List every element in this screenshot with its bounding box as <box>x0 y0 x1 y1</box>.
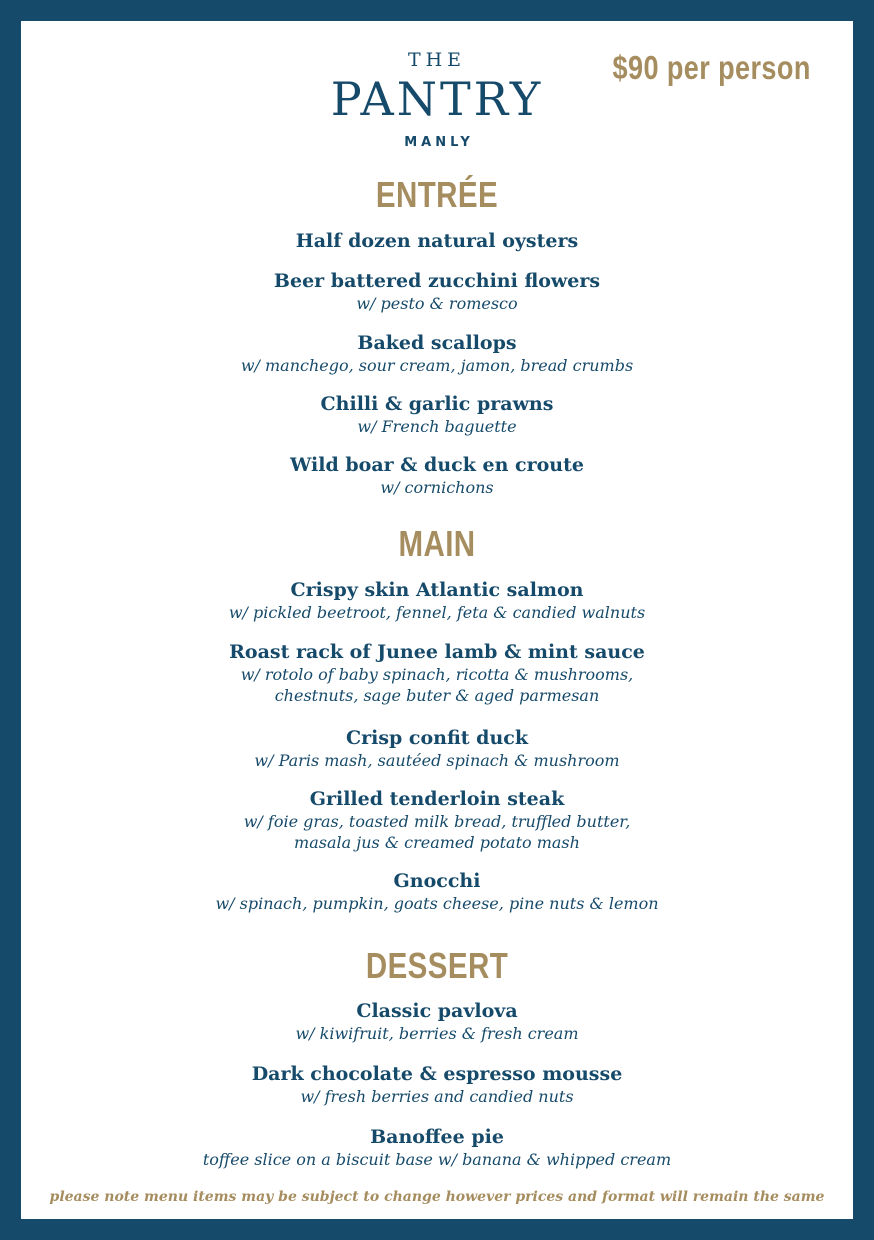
menu-item <box>21 229 853 253</box>
menu-item-description: w/ pickled beetroot, fennel, feta & candied walnuts <box>228 603 646 622</box>
menu-page <box>21 21 853 1219</box>
restaurant-logo <box>21 49 853 151</box>
section-title-entree: ENTRÉE <box>375 174 499 215</box>
menu-item-description: w/ foie gras, toasted milk bread, truffled butter, masala jus & creamed potato mash <box>243 812 631 852</box>
section-title-dessert: DESSERT <box>365 945 509 986</box>
menu-item <box>21 269 853 314</box>
menu-item-name: Dark chocolate & espresso mousse <box>251 1063 623 1085</box>
menu-item-description: w/ cornichons <box>380 478 494 497</box>
menu-item-description: w/ pesto & romesco <box>356 294 518 313</box>
menu-item-description: w/ kiwifruit, berries & fresh cream <box>295 1024 579 1043</box>
menu-item <box>21 726 853 771</box>
menu-item-name: Crispy skin Atlantic salmon <box>290 579 584 601</box>
menu-item-description: toffee slice on a biscuit base w/ banana & whipped cream <box>202 1150 672 1169</box>
menu-item <box>21 331 853 376</box>
menu-item-name: Beer battered zucchini flowers <box>273 270 601 292</box>
logo-name: PANTRY <box>330 72 544 126</box>
menu-item-name: Banoffee pie <box>370 1126 504 1148</box>
price-per-person: $90 per person <box>612 49 811 86</box>
menu-item-name: Roast rack of Junee lamb & mint sauce <box>229 641 645 663</box>
menu-item <box>21 1125 853 1170</box>
logo-the: THE <box>407 49 467 71</box>
menu-item-description: w/ rotolo of baby spinach, ricotta & mushrooms, chestnuts, sage buter & aged parmesan <box>240 665 634 705</box>
menu-item <box>21 578 853 623</box>
menu-item <box>21 999 853 1044</box>
footer-note: please note menu items may be subject to change however prices and format will remain the same <box>49 1189 825 1205</box>
menu-item <box>21 640 853 706</box>
menu-item <box>21 392 853 437</box>
menu-item <box>21 787 853 853</box>
menu-item-name: Chilli & garlic prawns <box>320 393 554 415</box>
menu-item <box>21 1062 853 1107</box>
menu-item-name: Classic pavlova <box>356 1000 518 1022</box>
logo-location: MANLY <box>404 135 474 150</box>
section-title-main: MAIN <box>398 523 476 564</box>
menu-item-description: w/ manchego, sour cream, jamon, bread crumbs <box>240 356 634 375</box>
menu-item-description: w/ spinach, pumpkin, goats cheese, pine nuts & lemon <box>215 894 659 913</box>
menu-item-name: Grilled tenderloin steak <box>309 788 565 810</box>
menu-item-name: Half dozen natural oysters <box>295 230 579 252</box>
menu-item-name: Wild boar & duck en croute <box>290 454 584 476</box>
menu-item-description: w/ fresh berries and candied nuts <box>300 1087 574 1106</box>
menu-item-name: Crisp confit duck <box>345 727 529 749</box>
menu-item-name: Gnocchi <box>393 870 481 892</box>
menu-item <box>21 869 853 914</box>
menu-item <box>21 453 853 498</box>
menu-item-description: w/ French baguette <box>357 417 517 436</box>
menu-item-name: Baked scallops <box>357 332 517 354</box>
menu-item-description: w/ Paris mash, sautéed spinach & mushroom <box>254 751 620 770</box>
